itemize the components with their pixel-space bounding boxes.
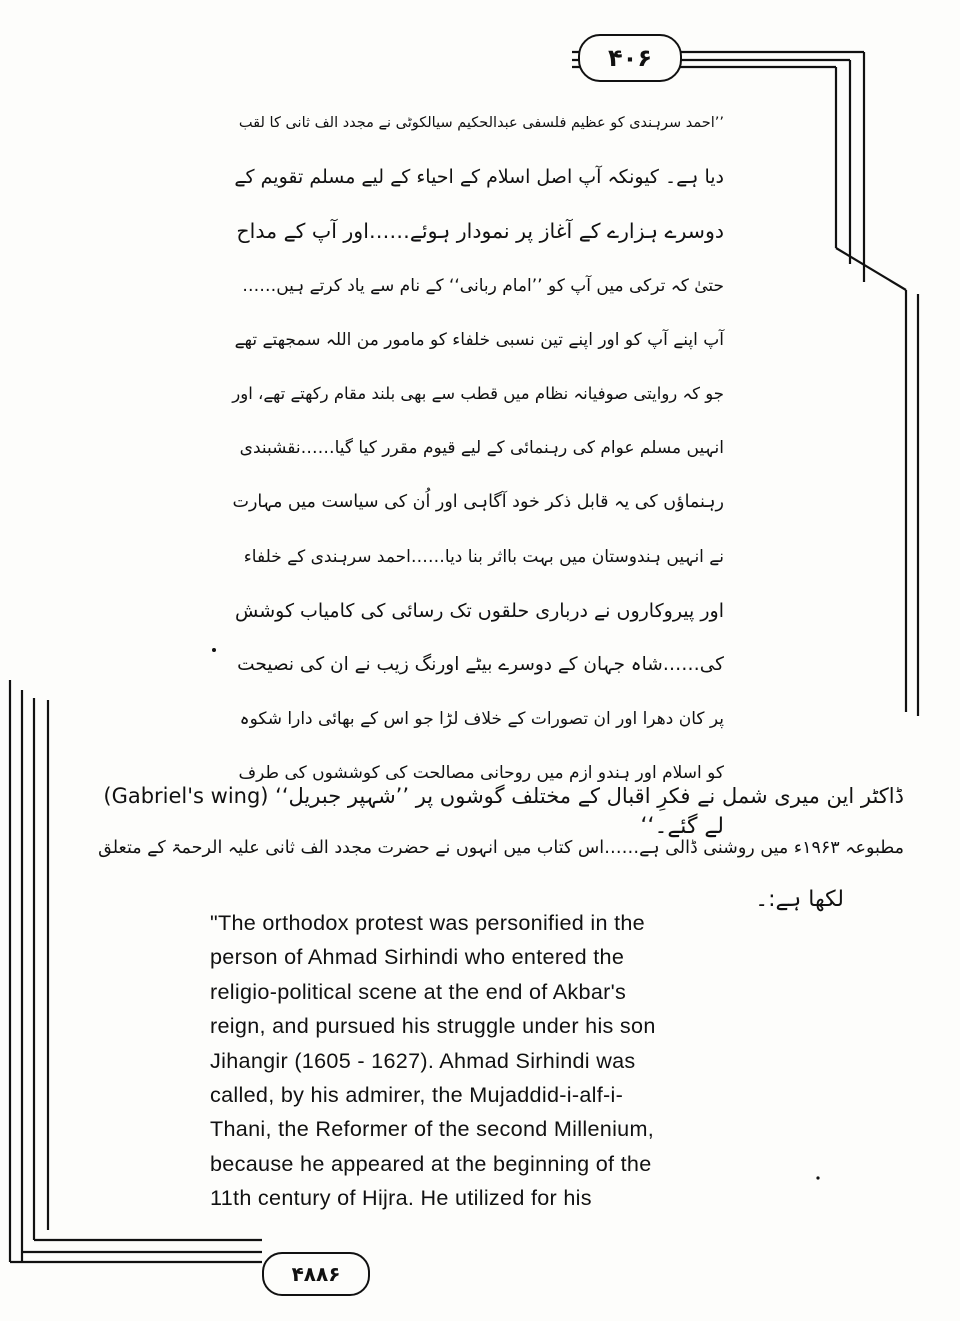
urdu-intro-paragraph bbox=[88, 770, 904, 926]
urdu-quote-line: آپ اپنے آپ کو اور اپنے تین نسبی خلفاء کو مامور من اللہ سمجھتے تھے bbox=[234, 329, 724, 350]
urdu-quote-line: پر کان دھرا اور ان تصورات کے خلاف لڑا جو اس کے بھائی دارا شکوہ bbox=[239, 709, 724, 730]
english-quote-line: called, by his admirer, the Mujaddid-i-alf-i- bbox=[210, 1081, 624, 1107]
page-number-badge bbox=[578, 34, 682, 82]
urdu-quote-line: رہنماؤں کی یہ قابل ذکر خود آگاہی اور اُن کی سیاست میں مہارت bbox=[232, 492, 724, 513]
book-page-number: ۴۸۸۶ bbox=[291, 1262, 341, 1286]
english-quote-line: Jihangir (1605 - 1627). Ahmad Sirhindi was bbox=[210, 1047, 636, 1073]
english-quote-line: Thani, the Reformer of the second Millenium, bbox=[210, 1116, 655, 1142]
urdu-intro-line: مطبوعہ ۱۹۶۳ء میں روشنی ڈالی ہے……اس کتاب میں انہوں نے حضرت مجدد الف ثانی علیہ الرحمۃ کے متعلق bbox=[98, 838, 904, 858]
urdu-quote-block bbox=[232, 96, 724, 855]
urdu-quote-line: جو کہ روایتی صوفیانہ نظام میں قطب سے بھی بلند مقام رکھتے تھے، اور bbox=[232, 383, 724, 403]
english-quote-line: 11th century of Hijra. He utilized for his bbox=[210, 1185, 592, 1211]
urdu-quote-line: ’’احمد سرہندی کو عظیم فلسفی عبدالحکیم سیالکوٹی نے مجدد الف ثانی کا لقب bbox=[238, 115, 724, 131]
english-quote-line: religio-political scene at the end of Akbar's bbox=[210, 978, 627, 1004]
urdu-intro-line: ڈاکٹر این میری شمل نے فکرِ اقبال کے مختلف گوشوں پر ’’شہپر جبریل‘‘ (Gabriel's wing) bbox=[103, 784, 904, 808]
english-quote-line: reign, and pursued his struggle under his son bbox=[210, 1013, 656, 1039]
english-quote-line: "The orthodox protest was personified in the bbox=[210, 910, 645, 935]
english-quote-block bbox=[210, 906, 742, 1216]
english-quote-line: because he appeared at the beginning of the bbox=[210, 1150, 652, 1176]
urdu-quote-line: نے انہیں ہندوستان میں بہت بااثر بنا دیا……احمد سرہندی کے خلفاء bbox=[243, 546, 724, 567]
urdu-quote-line: دوسرے ہزارے کے آغاز پر نمودار ہوئے……اور آپ کے مداح bbox=[236, 219, 724, 244]
urdu-quote-line: کی……شاہ جہان کے دوسرے بیٹے اورنگ زیب نے ان کی نصیحت bbox=[237, 653, 724, 675]
urdu-quote-line: کو اسلام اور ہندو ازم میں روحانی مصالحت کی کوششوں کی طرف bbox=[238, 763, 724, 784]
urdu-quote-line: لے گئے۔‘‘ bbox=[640, 814, 724, 840]
urdu-intro-line: لکھا ہے:۔ bbox=[755, 887, 844, 912]
book-page-number-badge bbox=[262, 1252, 370, 1296]
urdu-quote-line: حتیٰ کہ ترکی میں آپ کو ’’امام ربانی‘‘ کے نام سے یاد کرتے ہیں…… bbox=[242, 275, 724, 296]
urdu-quote-line: اور پیروکاروں نے درباری حلقوں تک رسائی کی کامیاب کوشش bbox=[234, 599, 724, 622]
urdu-quote-line: انہیں مسلم عوام کی رہنمائی کے لیے قیوم مقرر کیا گیا……نقشبندی bbox=[239, 438, 724, 459]
english-quote-line: person of Ahmad Sirhindi who entered the bbox=[210, 944, 625, 970]
urdu-quote-line: دیا ہے۔ کیونکہ آپ اصل اسلام کے احیاء کے لیے مسلم تقویم کے bbox=[234, 166, 724, 189]
page-number: ۴۰۶ bbox=[608, 44, 652, 72]
